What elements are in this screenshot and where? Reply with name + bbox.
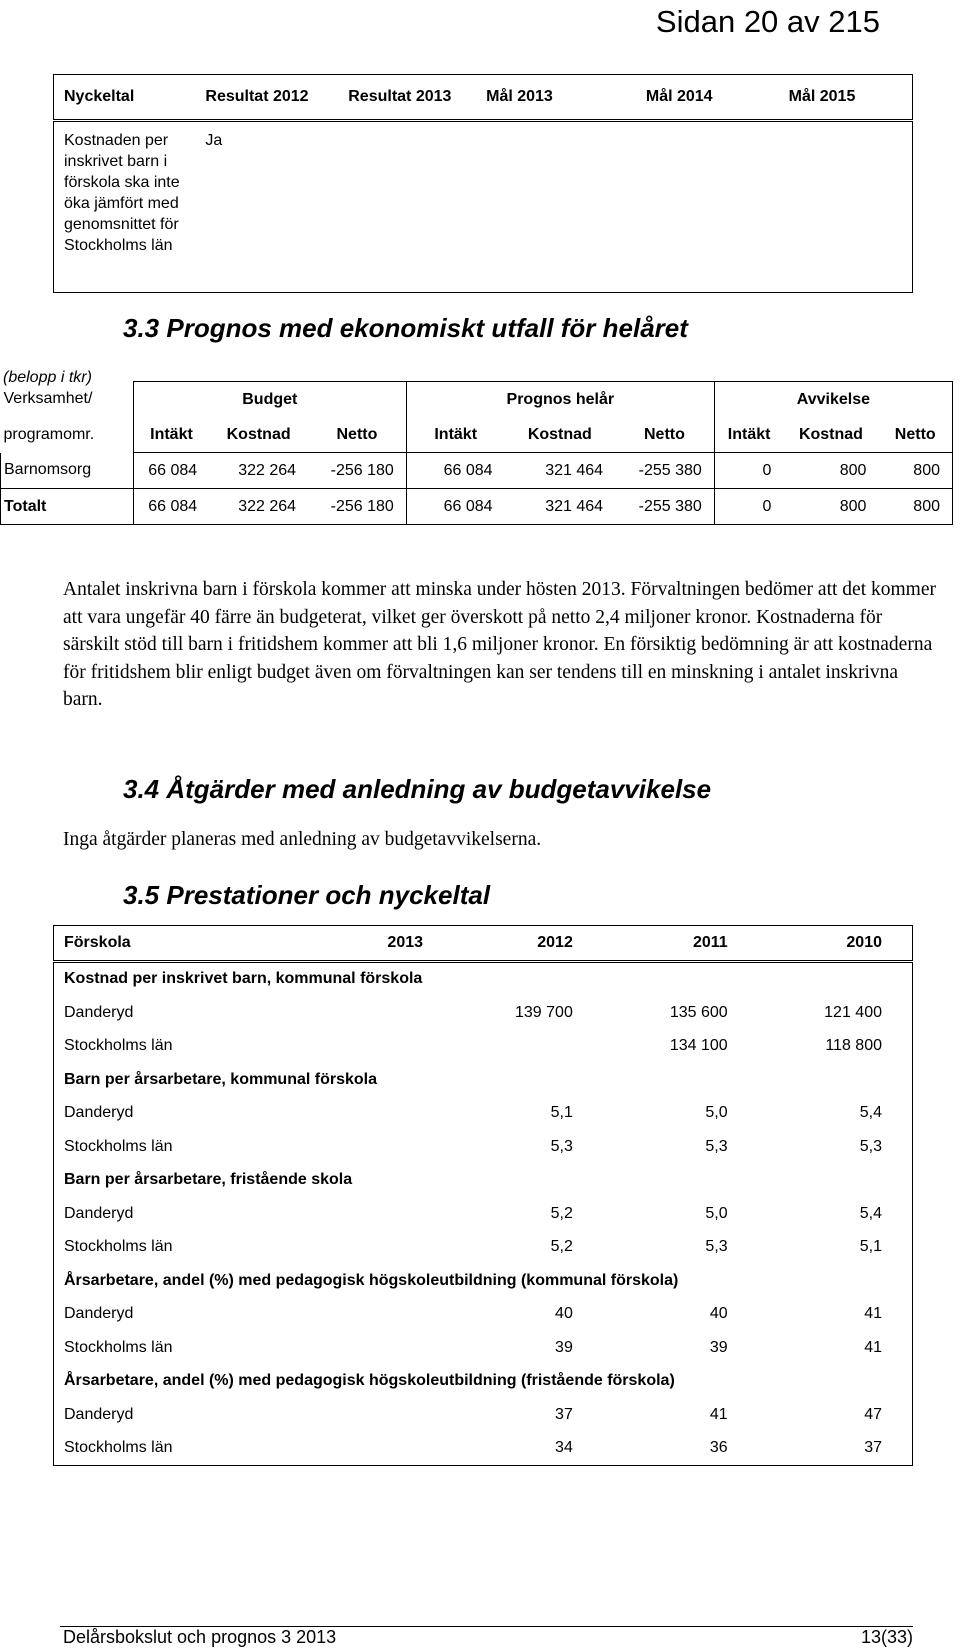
table-row: [54, 1097, 913, 1131]
value-cell: 5,4: [859, 1104, 882, 1122]
row-label: Danderyd: [64, 1305, 134, 1323]
table-row: [54, 1130, 913, 1164]
row-label: Stockholms län: [64, 1238, 173, 1256]
group-header-row: [1, 382, 953, 418]
table-header-row: [54, 75, 913, 121]
prognos-table: [0, 381, 953, 525]
header-cell: Resultat 2012: [195, 75, 338, 121]
section-row: [54, 1063, 913, 1097]
value-cell: 135 600: [669, 1003, 728, 1021]
value-cell: 66 084: [406, 453, 504, 489]
section-title: Årsarbetare, andel (%) med pedagogisk högskoleutbildning (fristående förskola): [64, 1372, 675, 1390]
row-label: Totalt: [1, 489, 134, 525]
value-cell: 800: [878, 489, 952, 525]
footer-page-number: 13(33): [860, 1627, 913, 1647]
section-row: [54, 1164, 913, 1198]
subheader-cell: Netto: [615, 417, 714, 453]
subheader-cell: Netto: [308, 417, 406, 453]
group-avvikelse: Avvikelse: [714, 382, 952, 418]
value-cell: [303, 1197, 453, 1231]
amount-note: (belopp i tkr): [3, 369, 92, 386]
value-cell: 5,0: [705, 1204, 728, 1222]
value-cell: [303, 1130, 453, 1164]
nyckeltal-table: [53, 74, 913, 293]
table-row: [54, 1432, 913, 1466]
subheader-cell: Intäkt: [714, 417, 783, 453]
table-row: [54, 121, 913, 293]
value-cell: 5,1: [550, 1104, 573, 1122]
header-cell: Mål 2015: [779, 75, 913, 121]
value-cell: 37: [864, 1439, 882, 1457]
subheader-cell: Netto: [878, 417, 952, 453]
value-cell: [303, 1432, 453, 1466]
table-row: [54, 1298, 913, 1332]
section-heading-3-4: 3.4 Åtgärder med anledning av budgetavvikelse: [123, 774, 712, 804]
value-cell: 39: [555, 1338, 573, 1356]
row-label: Stockholms län: [64, 1137, 173, 1155]
value-cell: [303, 1398, 453, 1432]
subheader-cell: Intäkt: [406, 417, 504, 453]
table-cell: Kostnaden per inskrivet barn i förskola ska inte öka jämfört med genomsnittet för Stockholms län: [64, 132, 180, 254]
header-cell: 2010: [758, 926, 913, 962]
row-label: Stockholms län: [64, 1037, 173, 1055]
value-cell: 800: [783, 453, 878, 489]
table-header-row: [54, 926, 913, 962]
value-cell: -255 380: [615, 453, 714, 489]
table-cell: [636, 121, 779, 293]
value-cell: 66 084: [133, 453, 209, 489]
row-label: Danderyd: [64, 1405, 134, 1423]
row-label: Stockholms län: [64, 1338, 173, 1356]
value-cell: 40: [555, 1305, 573, 1323]
section-title: Årsarbetare, andel (%) med pedagogisk högskoleutbildning (kommunal förskola): [64, 1271, 679, 1289]
table-row: [54, 1231, 913, 1265]
value-cell: 800: [878, 453, 952, 489]
subheader-cell: Kostnad: [783, 417, 878, 453]
value-cell: 5,1: [859, 1238, 882, 1256]
value-cell: 134 100: [669, 1037, 728, 1055]
value-cell: [303, 1298, 453, 1332]
header-cell: Förskola: [54, 926, 304, 962]
header-cell: Mål 2013: [476, 75, 636, 121]
row-label: Danderyd: [64, 1003, 134, 1021]
row-label: Danderyd: [64, 1104, 134, 1122]
value-cell: 118 800: [825, 1037, 882, 1055]
header-cell: Nyckeltal: [54, 75, 196, 121]
value-cell: 139 700: [515, 1003, 573, 1021]
table-cell: [338, 121, 476, 293]
row-label: Stockholms län: [64, 1439, 173, 1457]
value-cell: 5,3: [550, 1137, 573, 1155]
value-cell: [453, 1030, 603, 1064]
section-title: Barn per årsarbetare, fristående skola: [64, 1171, 353, 1189]
header-cell: Resultat 2013: [338, 75, 476, 121]
value-cell: [303, 1030, 453, 1064]
value-cell: [303, 1331, 453, 1365]
table-cell: Ja: [205, 132, 223, 149]
table-cell: [779, 121, 913, 293]
value-cell: 41: [709, 1405, 728, 1423]
page-header: Sidan 20 av 215: [655, 4, 880, 39]
table-row: [54, 1398, 913, 1432]
value-cell: 0: [714, 453, 783, 489]
paragraph-forecast: Antalet inskrivna barn i förskola kommer att minska under hösten 2013. Förvaltningen bedömer att det kommer att vara ungefär 40 färre än budgeterat, vilket ger överskott på netto 2,4 miljoner kronor. Kostnaderna för särskilt stöd till barn i fritidshem kommer att bli 1,6 miljoner kronor. En försiktig bedömning är att kostnaderna för fritidshem blir enligt budget även om förvaltningen kan ser tendens till en minskning i antalet inskrivna barn.: [63, 579, 936, 710]
value-cell: [303, 1231, 453, 1265]
subheader-cell: Kostnad: [505, 417, 616, 453]
value-cell: 5,3: [859, 1137, 882, 1155]
value-cell: -256 180: [308, 489, 406, 525]
sub-header-row: [1, 417, 953, 453]
value-cell: 121 400: [824, 1003, 882, 1021]
value-cell: 34: [555, 1439, 573, 1457]
section-title: Barn per årsarbetare, kommunal förskola: [64, 1070, 378, 1088]
value-cell: 322 264: [209, 453, 308, 489]
prestationer-table: [53, 925, 913, 1466]
section-row: [54, 961, 913, 996]
header-cell: Mål 2014: [636, 75, 779, 121]
value-cell: 36: [709, 1439, 728, 1457]
section-heading-3-3: 3.3 Prognos med ekonomiskt utfall för helåret: [123, 313, 688, 343]
table-row: [54, 1030, 913, 1064]
section-row: [54, 1264, 913, 1298]
value-cell: 66 084: [406, 489, 504, 525]
header-cell: 2012: [453, 926, 603, 962]
value-cell: 40: [709, 1305, 728, 1323]
value-cell: [303, 996, 453, 1030]
header-cell: 2011: [603, 926, 758, 962]
group-budget: Budget: [133, 382, 406, 418]
value-cell: 5,0: [705, 1104, 728, 1122]
value-cell: 321 464: [505, 453, 616, 489]
subheader-cell: Kostnad: [209, 417, 308, 453]
value-cell: 322 264: [209, 489, 308, 525]
table-row: [54, 1331, 913, 1365]
value-cell: [303, 1097, 453, 1131]
value-cell: 41: [864, 1338, 882, 1356]
table-cell: [476, 121, 636, 293]
table-row: [54, 996, 913, 1030]
value-cell: 41: [864, 1305, 882, 1323]
value-cell: 5,2: [550, 1238, 573, 1256]
column-label-verksamhet: Verksamhet/: [1, 382, 134, 418]
table-row-barnomsorg: [1, 453, 953, 489]
value-cell: 37: [555, 1405, 573, 1423]
footer-title: Delårsbokslut och prognos 3 2013: [63, 1627, 337, 1647]
section-title: Kostnad per inskrivet barn, kommunal förskola: [64, 970, 423, 988]
value-cell: 5,2: [550, 1204, 573, 1222]
table-row-totalt: [1, 489, 953, 525]
subheader-cell: Intäkt: [133, 417, 209, 453]
section-heading-3-5: 3.5 Prestationer och nyckeltal: [123, 880, 491, 910]
value-cell: 0: [714, 489, 783, 525]
value-cell: 5,3: [705, 1137, 728, 1155]
row-label: Danderyd: [64, 1204, 134, 1222]
value-cell: 47: [864, 1405, 882, 1423]
value-cell: 800: [783, 489, 878, 525]
value-cell: -256 180: [308, 453, 406, 489]
value-cell: 5,3: [705, 1238, 728, 1256]
header-cell: 2013: [303, 926, 453, 962]
table-row: [54, 1197, 913, 1231]
value-cell: 66 084: [133, 489, 209, 525]
column-label-programomr: programomr.: [1, 417, 134, 453]
value-cell: 39: [709, 1338, 728, 1356]
group-prognos: Prognos helår: [406, 382, 714, 418]
value-cell: -255 380: [615, 489, 714, 525]
section-row: [54, 1365, 913, 1399]
row-label: Barnomsorg: [1, 453, 134, 489]
paragraph-measures: Inga åtgärder planeras med anledning av budgetavvikelserna.: [63, 829, 542, 850]
value-cell: 5,4: [859, 1204, 882, 1222]
value-cell: 321 464: [505, 489, 616, 525]
